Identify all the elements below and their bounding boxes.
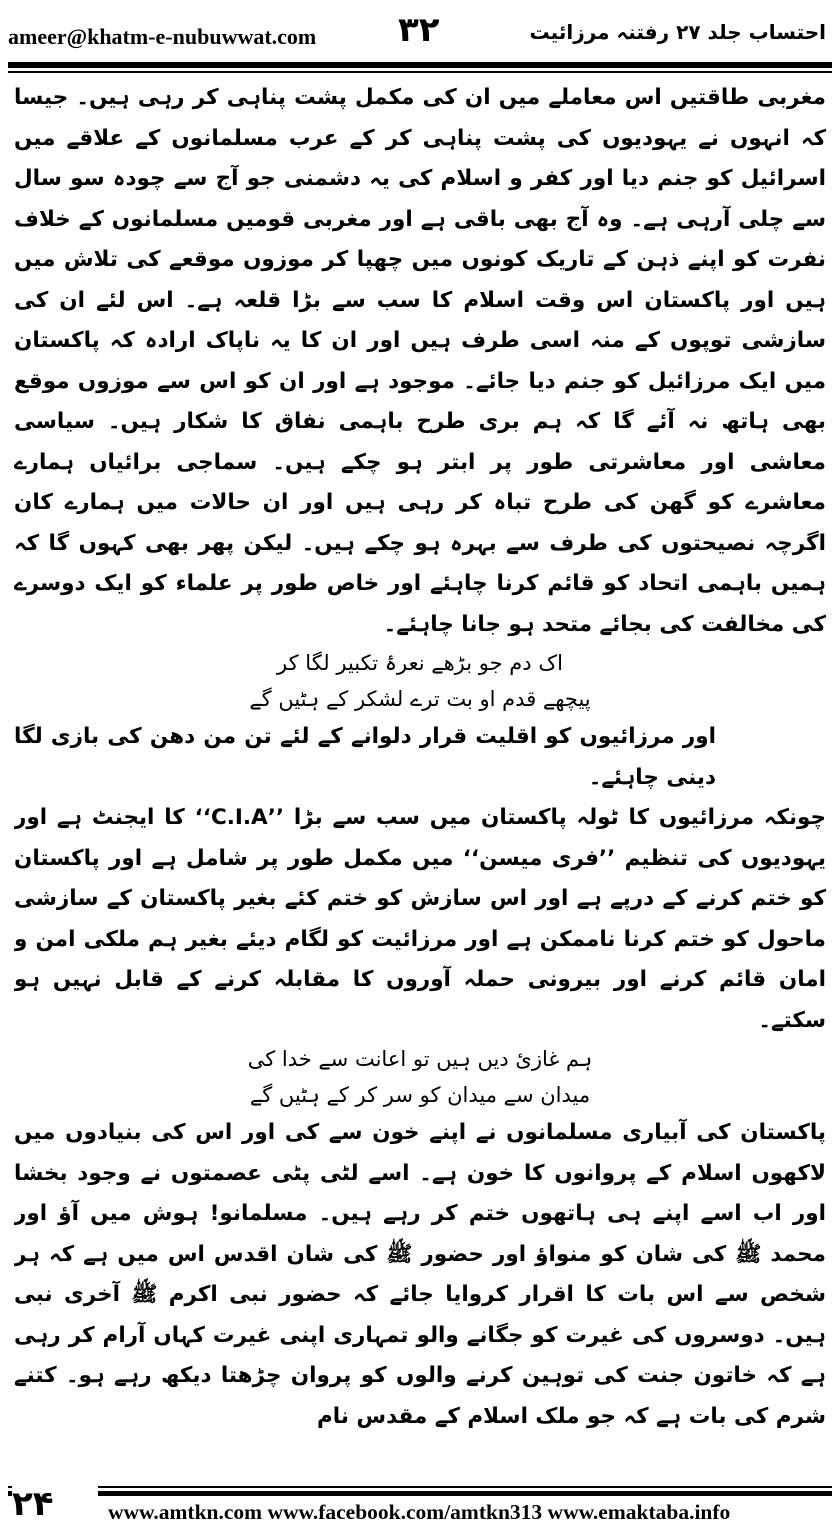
poem-2-line-1: ہم غازیٔ دیں ہیں تو اعانت سے خدا کی bbox=[247, 1047, 593, 1071]
header-email[interactable]: ameer@khatm-e-nubuwwat.com bbox=[8, 24, 317, 49]
page-body bbox=[14, 78, 826, 1468]
page-header bbox=[0, 0, 840, 60]
poem-2 bbox=[14, 1041, 826, 1113]
sheet-number: ۲۴ bbox=[12, 1478, 98, 1530]
footer-rule-thin bbox=[8, 1486, 832, 1488]
paragraph-3: چونکہ مرزائیوں کا ٹولہ پاکستان میں سب سے بڑا ’’C.I.A‘‘ کا ایجنٹ ہے اور یہودیوں کی تنظیم ’’فری میسن‘‘ میں مکمل طور پر شامل ہے اور پاکستان کو ختم کرنے کے درپے ہے اور اس سازش کو ختم کئے بغیر پاکستان کے سازشی ماحول کو ختم کرنا ناممکن ہے اور مرزائیت کو لگام دیئے بغیر ہم ملکی امن و امان قائم کرنے اور بیرونی حملہ آوروں کا مقابلہ کرنے کے قابل نہیں ہو سکتے۔ bbox=[14, 805, 826, 1033]
paragraph-4: پاکستان کی آبیاری مسلمانوں نے اپنے خون سے کی اور اس کی بنیادوں میں لاکھوں اسلام کے پروانوں کا خون ہے۔ اسے لٹی پٹی عصمتوں نے وجود بخشا اور اب اسے اپنے ہی ہاتھوں ختم کر رہے ہیں۔ مسلمانو! ہوش میں آؤ اور محمد ﷺ کی شان کو منواؤ اور حضور ﷺ کی شان اقدس اس میں ہے کہ ہر شخص سے اس بات کا اقرار کروایا جائے کہ حضور نبی اکرم ﷺ آخری نبی ہیں۔ دوسروں کی غیرت کو جگانے والو تمہاری اپنی غیرت کہاں آرام کر رہی ہے کہ خاتون جنت کی توہین کرنے والوں کو پروان چڑھتا دیکھ رہے ہو۔ کتنے شرم کی بات ہے کہ جو ملک اسلام کے مقدس نام bbox=[14, 1120, 826, 1429]
page-number: ۳۲ bbox=[398, 10, 440, 50]
footer-websites[interactable]: www.amtkn.com www.facebook.com/amtkn313 www.emaktaba.info bbox=[108, 1500, 731, 1524]
page-footer bbox=[0, 1474, 840, 1540]
poem-1-line-2: پیچھے قدم او بت ترے لشکر کے ہٹیں گے bbox=[249, 687, 591, 711]
footer-rule bbox=[8, 1491, 832, 1496]
poem-2-line-2: میدان سے میدان کو سر کر کے ہٹیں گے bbox=[249, 1083, 591, 1107]
header-rule-thin bbox=[8, 71, 832, 73]
header-rule bbox=[8, 62, 832, 68]
poem-1-line-1: اک دم جو بڑھے نعرۂ تکبیر لگا کر bbox=[277, 651, 563, 675]
book-title: احتساب جلد ۲۷ رفتنہ مرزائیت bbox=[529, 20, 826, 44]
paragraph-1: مغربی طاقتیں اس معاملے میں ان کی مکمل پشت پناہی کر رہی ہیں۔ جیسا کہ انہوں نے یہودیوں کی پشت پناہی کر کے عرب مسلمانوں کے علاقے میں اسرائیل کو جنم دیا اور کفر و اسلام کی یہ دشمنی جو آج سے چودہ سو سال سے چلی آرہی ہے۔ وہ آج بھی باقی ہے اور مغربی قومیں مسلمانوں کے خلاف نفرت کو اپنے ذہن کے تاریک کونوں میں چھپا کر موزوں موقعے کی تلاش میں ہیں اور پاکستان اس وقت اسلام کا سب سے بڑا قلعہ ہے۔ اس لئے ان کی سازشی توپوں کے منہ اسی طرف ہیں اور ان کا یہ ناپاک ارادہ کہ پاکستان میں ایک مرزائیل کو جنم دیا جائے۔ موجود ہے اور ان کو اس سے موزوں موقع بھی ہاتھ نہ آئے گا کہ ہم بری طرح باہمی نفاق کا شکار ہیں۔ سیاسی معاشی اور معاشرتی طور پر ابتر ہو چکے ہیں۔ سماجی برائیاں ہمارے معاشرے کو گھن کی طرح تباہ کر رہی ہیں اور ان حالات میں ہمارے کان اگرچہ نصیحتوں کی طرف سے بہرہ ہو چکے ہیں۔ لیکن پھر بھی کہوں گا کہ ہمیں باہمی اتحاد کو قائم کرنا چاہئے اور خاص طور پر علماء کو ایک دوسرے کی مخالفت کی بجائے متحد ہو جانا چاہئے۔ bbox=[14, 85, 826, 637]
poem-1 bbox=[14, 645, 826, 717]
paragraph-2: اور مرزائیوں کو اقلیت قرار دلوانے کے لئے تن من دھن کی بازی لگا دینی چاہئے۔ bbox=[14, 724, 716, 790]
